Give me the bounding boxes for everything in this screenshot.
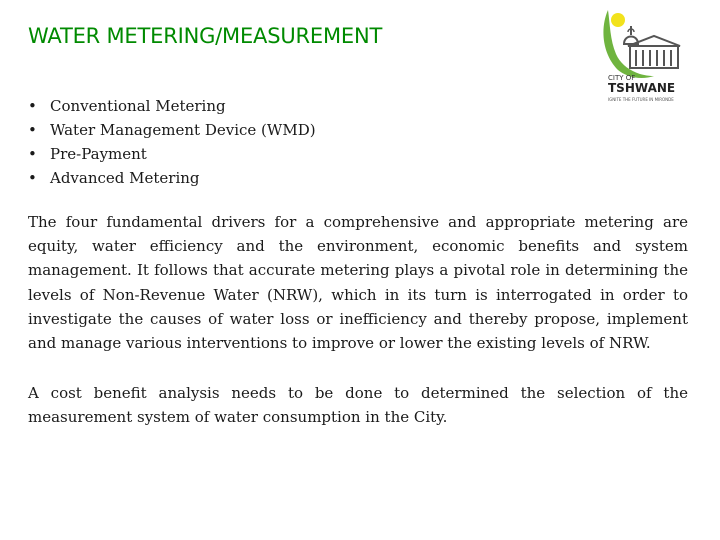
bullet-item — [28, 94, 316, 118]
body-paragraph-cost-benefit: A cost benefit analysis needs to be done to determined the selection of the measurement system of water consumption in the City. — [28, 384, 688, 427]
bullet-dot: • — [28, 145, 37, 163]
bullet-dot: • — [28, 97, 37, 115]
logo-tagline: IGNITE THE FUTURE IN MIRONDE — [608, 97, 674, 102]
city-of-tshwane-logo — [594, 6, 686, 106]
bullet-text: Advanced Metering — [50, 169, 200, 187]
bullet-dot: • — [28, 169, 37, 187]
slide-title: WATER METERING/MEASUREMENT — [28, 24, 383, 48]
bullet-item — [28, 142, 316, 166]
logo-line2: TSHWANE — [608, 81, 676, 95]
bullet-list — [28, 94, 316, 190]
bullet-item — [28, 166, 316, 190]
logo-graphic — [594, 6, 686, 106]
bullet-dot: • — [28, 121, 37, 139]
body-paragraph-drivers: The four fundamental drivers for a comprehensive and appropriate metering are equity, water efficiency and the environment, economic benefits and system management. It follows that accurate metering plays a pivotal role in determining the levels of Non-Revenue Water (NRW), which in its turn is interrogated in order to investigate the causes of water loss or inefficiency and thereby propose, implement and manage various interventions to improve or lower the existing levels of NRW. — [28, 213, 688, 353]
bullet-text: Conventional Metering — [50, 97, 226, 115]
bullet-text: Pre-Payment — [50, 145, 147, 163]
logo-line1: CITY OF — [608, 74, 636, 82]
bullet-text: Water Management Device (WMD) — [50, 121, 316, 139]
bullet-item — [28, 118, 316, 142]
